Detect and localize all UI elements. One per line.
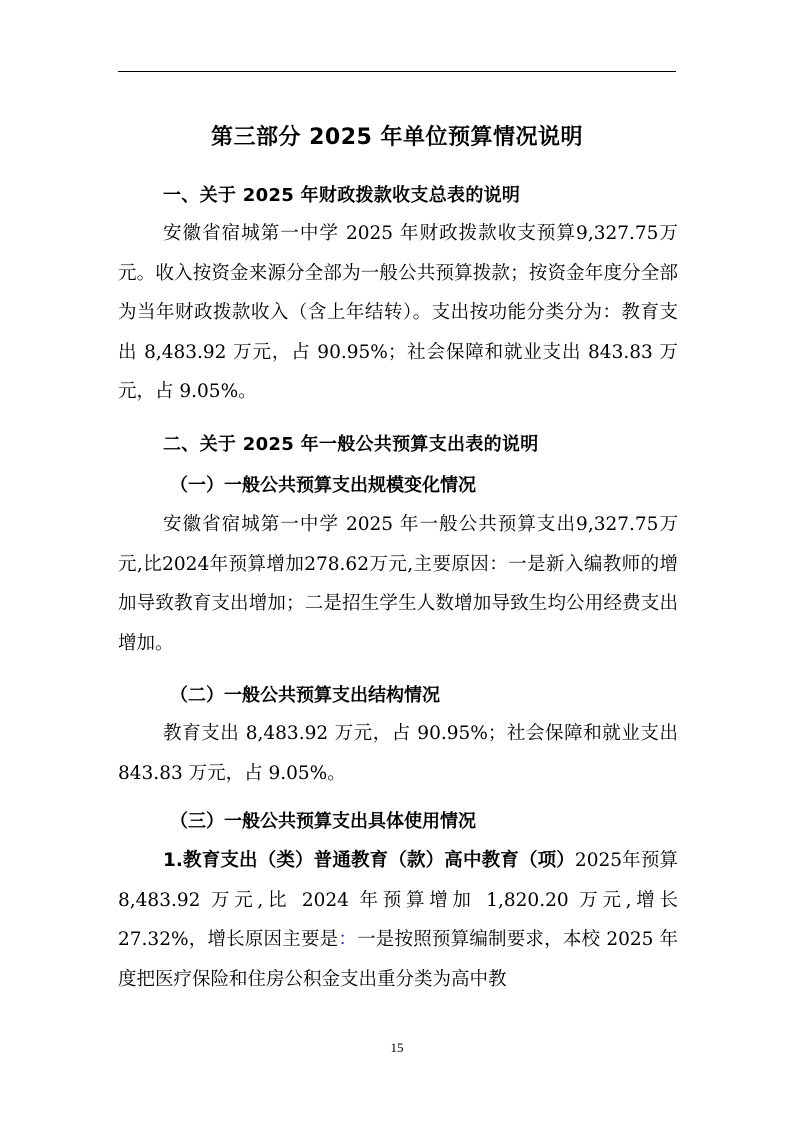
item-1-paragraph: [118, 841, 678, 999]
subsection-heading-3: （三）一般公共预算支出具体使用情况: [170, 811, 476, 832]
subsection-heading-2: （二）一般公共预算支出结构情况: [170, 685, 440, 706]
page-number: 15: [390, 1040, 404, 1055]
section-heading-2: 二、关于 2025 年一般公共预算支出表的说明: [163, 434, 539, 455]
subsection-2-paragraph: 教育支出 8,483.92 万元，占 90.95%；社会保障和就业支出 843.83 万元，占 9.05%。: [118, 723, 678, 784]
item-1-lead: 1.教育支出（类）普通教育（款）高中教育（项）: [163, 850, 575, 871]
header-rule: [118, 71, 676, 72]
subsection-heading-1: （一）一般公共预算支出规模变化情况: [170, 475, 476, 496]
item-1-text-a: 2025年预算 8,483.92 万元,比 2024 年预算增加 1,820.20 万元,增长 27.32%，增长原因主要是: [118, 850, 678, 950]
item-1-colon: ：: [338, 929, 358, 950]
page-title: 第三部分 2025 年单位预算情况说明: [210, 125, 584, 150]
section-heading-1: 一、关于 2025 年财政拨款收支总表的说明: [163, 185, 521, 206]
section-1-paragraph: 安徽省宿城第一中学 2025 年财政拨款收支预算9,327.75万元。收入按资金来源分全部为一般公共预算拨款；按资金年度分全部为当年财政拨款收入（含上年结转）。支出按功能分类分为：教育支出 8,483.92 万元，占 90.95%；社会保障和就业支出 843.83 万元，占 9.05%。: [118, 223, 678, 402]
item-1-text-b: 一是按照预算编制要求，本校 2025 年度把医疗保险和住房公积金支出重分类为高中教: [118, 929, 678, 990]
subsection-1-paragraph: 安徽省宿城第一中学 2025 年一般公共预算支出9,327.75万元,比2024年预算增加278.62万元,主要原因：一是新入编教师的增加导致教育支出增加；二是招生学生人数增加导致生均公用经费支出增加。: [118, 514, 678, 654]
